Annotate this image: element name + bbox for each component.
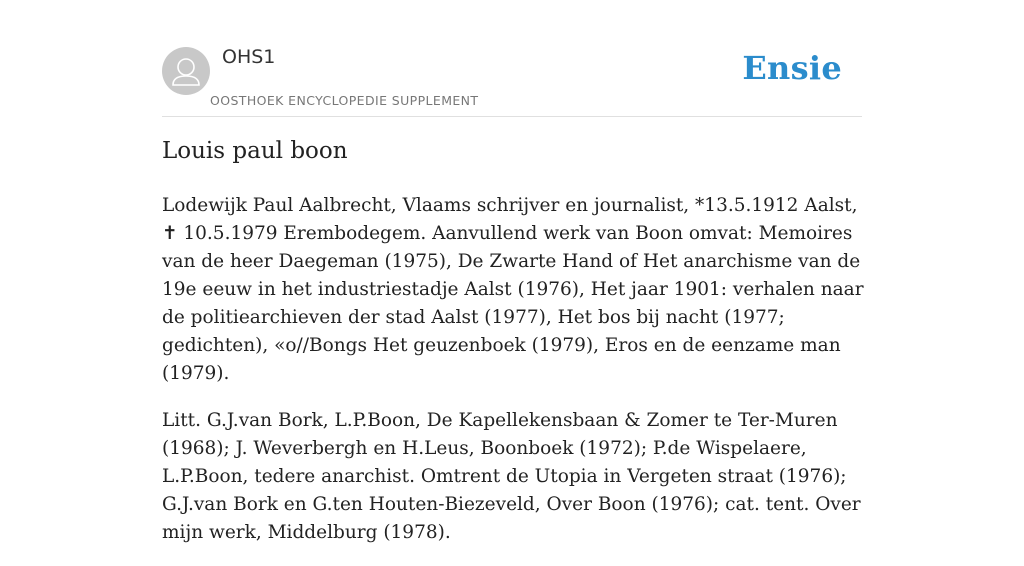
article-paragraph: Lodewijk Paul Aalbrecht, Vlaams schrijver en journalist, *13.5.1912 Aalst, ✝ 10.5.1979 Erembodegem. Aanvullend werk van Boon omvat: Memoires van de heer Daegeman (1975), De Zwarte Hand of Het anarchisme van de 19e eeuw in het industriestadje Aalst (1976), Het jaar 1901: verhalen naar de politiearchieven der stad Aalst (1977), Het bos bij nacht (1977; gedichten), «o//Bongs Het geuzenboek (1979), Eros en de eenzame man (1979). — [162, 195, 864, 384]
user-icon — [162, 47, 210, 95]
source-label: OOSTHOEK ENCYCLOPEDIE SUPPLEMENT — [210, 93, 479, 108]
author-link[interactable]: OHS1 — [222, 46, 276, 68]
avatar[interactable] — [162, 47, 210, 95]
header — [162, 0, 862, 117]
page-title: Louis paul boon — [162, 138, 348, 164]
article-body — [162, 192, 867, 566]
article-paragraph: Litt. G.J.van Bork, L.P.Boon, De Kapellekensbaan & Zomer te Ter-Muren (1968); J. Weverbergh en H.Leus, Boonboek (1972); P.de Wispelaere, L.P.Boon, tedere anarchist. Omtrent de Utopia in Vergeten straat (1976); G.J.van Bork en G.ten Houten-Biezeveld, Over Boon (1976); cat. tent. Over mijn werk, Middelburg (1978). — [162, 410, 861, 543]
ensie-logo[interactable]: Ensie — [742, 49, 842, 87]
